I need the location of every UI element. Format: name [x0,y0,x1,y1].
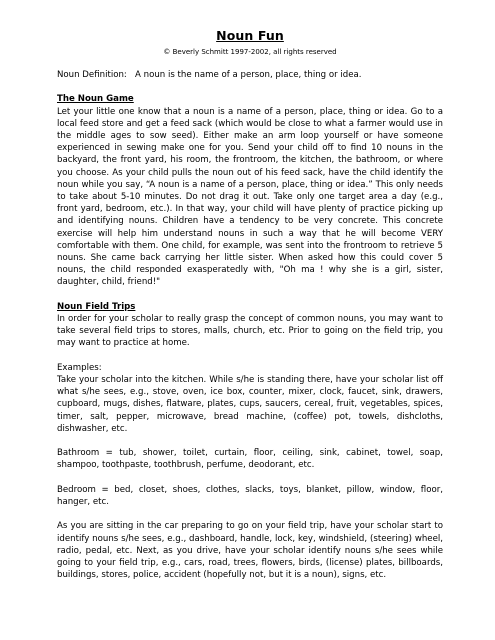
copyright-notice: © Beverly Schmitt 1997-2002, all rights reserved [163,48,337,56]
car-example: As you are sitting in the car preparing to go on your field trip, have your scholar start to identify nouns s/he sees, e.g., dashboard, handle, lock, key, windshield, (steering) wheel, radio, pedal, etc. Next, as you drive, have your scholar identify nouns s/he sees while going to your field trip, e.g., cars, road, trees, flowers, birds, (license) plates, billboards, buildings, stores, police, accident (hopefully not, but it is a noun), signs, etc. [57,521,443,581]
bathroom-example: Bathroom = tub, shower, toilet, curtain, floor, ceiling, sink, cabinet, towel, soap, shampoo, toothpaste, toothbrush, perfume, deodorant, etc. [57,448,443,471]
page-title: Noun Fun [216,28,284,43]
noun-game-heading: The Noun Game [57,94,134,105]
examples-label: Examples: [57,362,102,373]
field-trips-heading: Noun Field Trips [57,301,136,312]
document-page [57,28,443,594]
bedroom-example: Bedroom = bed, closet, shoes, clothes, slacks, toys, blanket, pillow, window, floor, hanger, etc. [57,484,443,508]
kitchen-example: Take your scholar into the kitchen. While s/he is standing there, have your scholar list off what s/he sees, e.g., stove, oven, ice box, counter, mixer, clock, faucet, sink, drawers, cupboard, mugs, dishes, flatware, plates, cups, saucers, cereal, fruit, vegetables, spices, timer, salt, pepper, microwave, bread machine, (coffee) pot, towels, dishcloths, dishwasher, etc. [57,375,443,434]
field-trips-intro: In order for your scholar to really grasp the concept of common nouns, you may want to take several field trips to stores, malls, church, etc. Prior to going on the field trip, you may want to practice at home. [57,314,443,349]
noun-game-body: Let your little one know that a noun is a name of a person, place, thing or idea. Go to a local feed store and get a feed sack (which would be close to what a farmer would use in the middle ages to sow seed). Either make an arm loop yourself or have someone experienced in sewing make one for you. Send your child off to find 10 nouns in the backyard, the front yard, his room, the frontroom, the kitchen, the bathroom, or where you choose. As your child pulls the noun out of his feed sack, have the child identify the noun while you say, “A noun is a name of a person, place, thing or idea.” This only needs to take about 5-10 minutes. Do not drag it out. Take only one target area a day (e.g., front yard, bedroom, etc.). In that way, your child will have plenty of practice picking up and identifying nouns. Children have a tendency to be very concrete. This concrete exercise will help him understand nouns in such a way that he will become VERY comfortable with them. One child, for example, was sent into the frontroom to retrieve 5 nouns. She came back carrying her little sister. When asked how this could cover 5 nouns, the child responded exasperatedly with, "Oh ma ! why she is a girl, sister, daughter, child, friend!" [57,106,443,288]
noun-definition: Noun Definition: A noun is the name of a person, place, thing or idea. [57,70,362,80]
